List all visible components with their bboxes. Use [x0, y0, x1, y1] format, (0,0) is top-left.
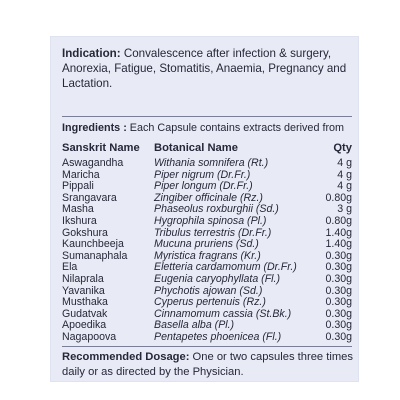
botanical-name: Myristica fragrans (Kr.) — [154, 249, 261, 262]
table-row — [62, 331, 352, 344]
quantity: 0.30g — [325, 331, 352, 343]
quantity: 0.30g — [325, 296, 352, 309]
botanical-name: Withania somnifera (Rt.) — [154, 157, 269, 169]
divider-top — [62, 116, 352, 117]
sanskrit-name: Maricha — [62, 168, 100, 181]
botanical-name: Hygrophila spinosa (Pl.) — [154, 215, 267, 227]
sanskrit-name: Nagapoova — [62, 331, 117, 343]
sanskrit-name: Musthaka — [62, 296, 108, 309]
quantity: 4 g — [337, 180, 352, 193]
quantity: 4 g — [337, 168, 352, 181]
botanical-name: Basella alba (Pl.) — [154, 319, 235, 332]
indication-text: Convalescence after infection & surgery, Anorexia, Fatigue, Stomatitis, Anaemia, Pregnancy and Lactation. — [62, 47, 347, 91]
quantity: 0.80g — [325, 215, 352, 227]
dosage-text: One or two capsules three times daily or as directed by the Physician. — [62, 350, 353, 378]
quantity: 1.40g — [325, 226, 352, 239]
quantity: 0.30g — [325, 319, 352, 332]
botanical-name: Pentapetes phoenicea (Fl.) — [154, 331, 282, 343]
ingredients-text: Each Capsule contains extracts derived from — [126, 122, 345, 134]
quantity: 0.80g — [325, 191, 352, 204]
sanskrit-name: Apoedika — [62, 319, 107, 332]
botanical-name: Cyperus pertenuis (Rz.) — [154, 296, 266, 309]
sanskrit-name: Ikshura — [62, 215, 97, 227]
sanskrit-name: Gokshura — [62, 226, 108, 239]
botanical-name: Cinnamomum cassia (St.Bk.) — [154, 307, 292, 320]
indication-section — [62, 46, 354, 92]
sanskrit-name: Kaunchbeeja — [62, 238, 124, 251]
sanskrit-name: Nilaprala — [62, 273, 104, 285]
dosage-section — [62, 350, 354, 380]
sanskrit-name: Aswagandha — [62, 157, 124, 169]
botanical-name: Eugenia caryophyllata (Fl.) — [154, 273, 281, 285]
quantity: 4 g — [337, 157, 352, 169]
botanical-name: Piper longum (Dr.Fr.) — [154, 180, 253, 193]
sanskrit-name: Gudatvak — [62, 307, 108, 320]
sanskrit-name: Srangavara — [62, 191, 117, 204]
quantity: 0.30g — [325, 307, 352, 320]
ingredients-section — [62, 122, 354, 135]
botanical-name: Tribulus terrestris (Dr.Fr.) — [154, 226, 272, 239]
botanical-name: Piper nigrum (Dr.Fr.) — [154, 168, 251, 181]
quantity: 0.30g — [325, 249, 352, 262]
botanical-name: Mucuna pruriens (Sd.) — [154, 238, 259, 251]
quantity: 3 g — [337, 203, 352, 216]
sanskrit-name: Ela — [62, 261, 78, 274]
sanskrit-name: Yavanika — [62, 284, 105, 297]
ingredients-label: Ingredients : — [62, 122, 127, 134]
indication-label: Indication: — [62, 47, 121, 60]
quantity: 0.30g — [325, 284, 352, 297]
quantity: 1.40g — [325, 238, 352, 251]
label-panel — [50, 36, 359, 382]
dosage-label: Recommended Dosage: — [62, 350, 190, 363]
botanical-name: Phychotis ajowan (Sd.) — [154, 284, 263, 297]
botanical-name: Zingiber officinale (Rz.) — [154, 191, 263, 204]
quantity: 0.30g — [325, 273, 352, 285]
divider-bottom — [62, 346, 352, 347]
header-botanical-name: Botanical Name — [154, 142, 238, 154]
header-sanskrit-name: Sanskrit Name — [62, 142, 140, 154]
sanskrit-name: Pippali — [62, 180, 94, 193]
header-qty: Qty — [333, 142, 352, 154]
quantity: 0.30g — [325, 261, 352, 274]
ingredients-table-header — [62, 142, 352, 156]
sanskrit-name: Sumanaphala — [62, 249, 128, 262]
botanical-name: Eletteria cardamomum (Dr.Fr.) — [154, 261, 297, 274]
botanical-name: Phaseolus roxburghii (Sd.) — [154, 203, 279, 216]
sanskrit-name: Masha — [62, 203, 94, 216]
